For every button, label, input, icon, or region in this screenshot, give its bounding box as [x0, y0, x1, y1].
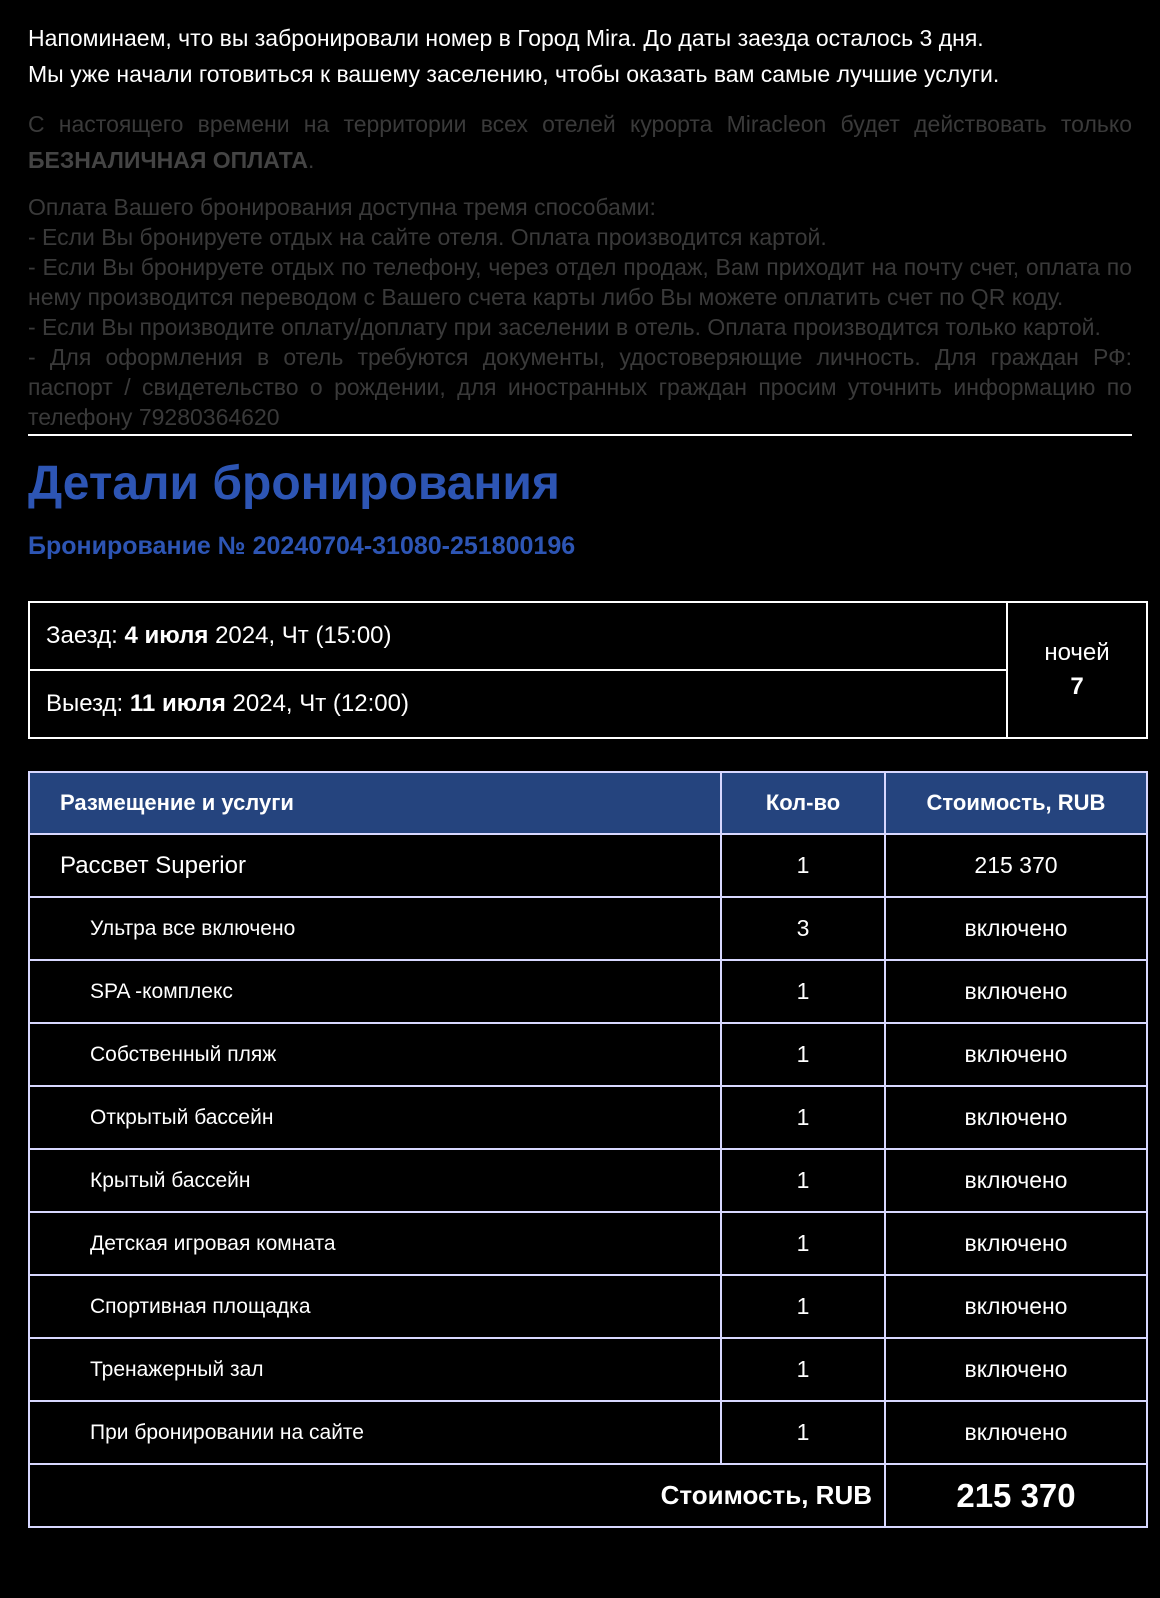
service-name: SPA -комплекс — [29, 960, 721, 1023]
checkin-date: 4 июля — [124, 622, 209, 649]
nights-cell — [1007, 602, 1147, 738]
table-row — [29, 897, 1147, 960]
checkin-label: Заезд: — [46, 622, 118, 649]
service-name: Ультра все включено — [29, 897, 721, 960]
service-qty: 3 — [721, 897, 885, 960]
service-price: включено — [885, 1149, 1147, 1212]
service-name: При бронировании на сайте — [29, 1401, 721, 1464]
payment-heading: Оплата Вашего бронирования доступна тремя способами: — [28, 194, 656, 220]
service-name: Детская игровая комната — [29, 1212, 721, 1275]
service-name: Собственный пляж — [29, 1023, 721, 1086]
reminder-line-2: Мы уже начали готовиться к вашему заселению, чтобы оказать вам самые лучшие услуги. — [28, 61, 1000, 87]
service-name: Тренажерный зал — [29, 1338, 721, 1401]
table-row-room — [29, 834, 1147, 897]
nights-value: 7 — [1070, 673, 1084, 700]
payment-item: - Для оформления в отель требуются документы, удостоверяющие личность. Для граждан РФ: паспорт / свидетельство о рождении, для иностранных граждан просим уточнить информацию по телефону 79280364620 — [28, 344, 1132, 430]
total-row — [29, 1464, 1147, 1527]
service-price: включено — [885, 1401, 1147, 1464]
header-price: Стоимость, RUB — [885, 772, 1147, 834]
table-header-row — [29, 772, 1147, 834]
service-name: Крытый бассейн — [29, 1149, 721, 1212]
total-label: Стоимость, RUB — [29, 1464, 885, 1527]
table-row — [29, 1149, 1147, 1212]
service-price: включено — [885, 1212, 1147, 1275]
notice-text: С настоящего времени на территории всех отелей курорта Miracleon будет действовать только — [28, 111, 1132, 137]
room-price: 215 370 — [885, 834, 1147, 897]
service-qty: 1 — [721, 1023, 885, 1086]
page-title: Детали бронирования — [28, 457, 560, 510]
table-row — [29, 960, 1147, 1023]
service-price: включено — [885, 1023, 1147, 1086]
nights-label: ночей — [1044, 639, 1110, 666]
payment-item: - Если Вы производите оплату/доплату при заселении в отель. Оплата производится только картой. — [28, 314, 1101, 340]
table-row — [29, 1275, 1147, 1338]
service-price: включено — [885, 1086, 1147, 1149]
table-row — [29, 1401, 1147, 1464]
service-price: включено — [885, 1275, 1147, 1338]
checkout-date: 11 июля — [129, 690, 226, 717]
room-qty: 1 — [721, 834, 885, 897]
payment-item: - Если Вы бронируете отдых на сайте отеля. Оплата производится картой. — [28, 224, 827, 250]
table-row — [29, 1212, 1147, 1275]
header-qty: Кол-во — [721, 772, 885, 834]
checkin-rest: 2024, Чт (15:00) — [215, 622, 392, 649]
service-price: включено — [885, 897, 1147, 960]
service-name: Открытый бассейн — [29, 1086, 721, 1149]
service-name: Спортивная площадка — [29, 1275, 721, 1338]
service-qty: 1 — [721, 1275, 885, 1338]
notice-bold: БЕЗНАЛИЧНАЯ ОПЛАТА — [28, 147, 308, 173]
checkout-label: Выезд: — [46, 690, 124, 717]
table-row — [29, 1338, 1147, 1401]
service-qty: 1 — [721, 1149, 885, 1212]
service-qty: 1 — [721, 1401, 885, 1464]
room-name: Рассвет Superior — [29, 834, 721, 897]
divider — [28, 434, 1132, 436]
table-row — [29, 1086, 1147, 1149]
payment-item: - Если Вы бронируете отдых по телефону, через отдел продаж, Вам приходит на почту счет, оплата по нему производится переводом с Вашего счета карты либо Вы можете оплатить счет по QR коду. — [28, 254, 1132, 310]
checkout-rest: 2024, Чт (12:00) — [232, 690, 409, 717]
reminder-line-1: Напоминаем, что вы забронировали номер в Город Mira. До даты заезда осталось 3 дня. — [28, 25, 984, 51]
checkin-cell — [29, 602, 1007, 670]
booking-number: Бронирование № 20240704-31080-251800196 — [28, 532, 576, 560]
service-price: включено — [885, 960, 1147, 1023]
service-qty: 1 — [721, 1338, 885, 1401]
services-table — [28, 771, 1148, 1528]
cashless-notice — [28, 106, 1132, 178]
service-qty: 1 — [721, 1086, 885, 1149]
service-qty: 1 — [721, 960, 885, 1023]
checkout-cell — [29, 670, 1007, 738]
service-qty: 1 — [721, 1212, 885, 1275]
payment-info — [28, 192, 1132, 432]
total-value: 215 370 — [885, 1464, 1147, 1527]
table-row — [29, 1023, 1147, 1086]
header-services: Размещение и услуги — [29, 772, 721, 834]
reminder-intro — [28, 0, 1132, 92]
service-price: включено — [885, 1338, 1147, 1401]
stay-dates-table — [28, 601, 1148, 739]
notice-end: . — [308, 147, 315, 173]
